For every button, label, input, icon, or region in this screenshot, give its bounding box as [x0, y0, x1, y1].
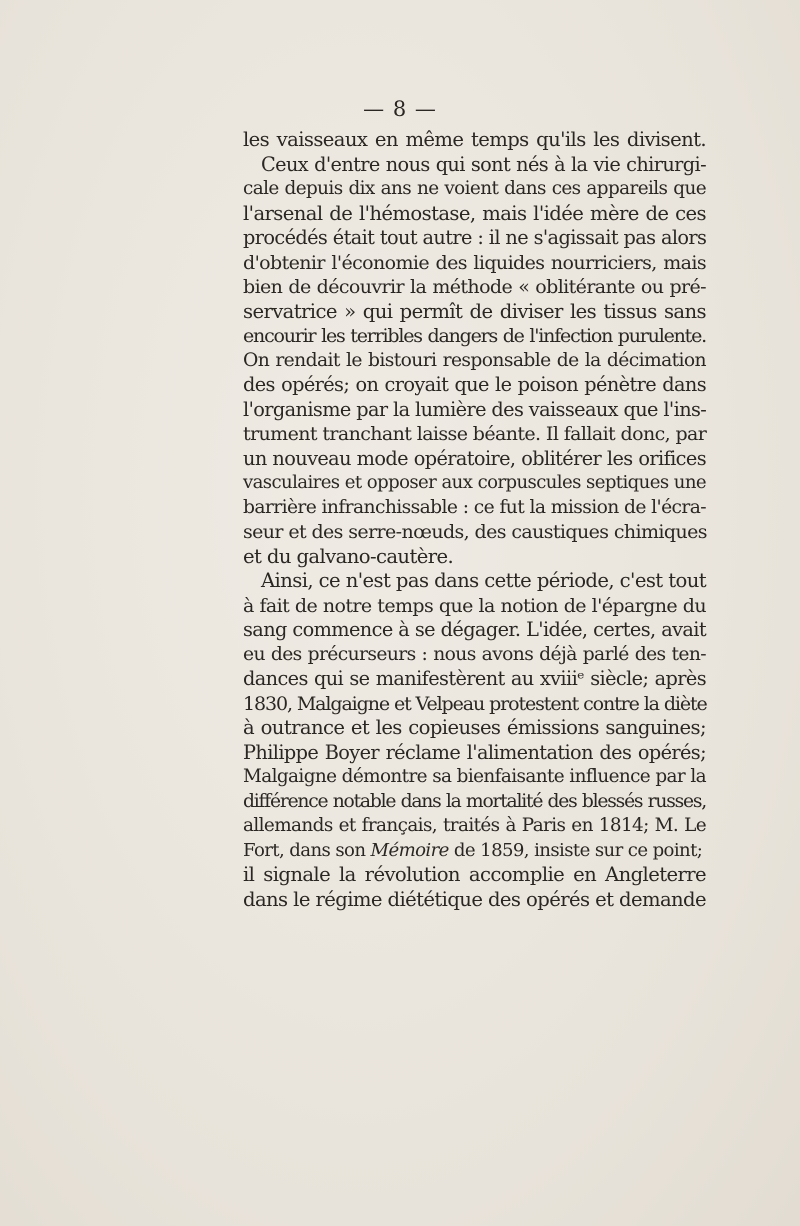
text-line: barrière infranchissable : ce fut la mission de l'écra- [243, 496, 706, 518]
text-fragment: Fort, dans son [243, 839, 366, 861]
text-line: vasculaires et opposer aux corpuscules septiques une [243, 472, 706, 493]
text-line: différence notable dans la mortalité des blessés russes, [243, 790, 706, 812]
text-line: Ainsi, ce n'est pas dans cette période, c'est tout [261, 569, 706, 592]
text-line: encourir les terribles dangers de l'infection purulente. [243, 325, 706, 347]
italic-title: Mémoire [370, 839, 449, 861]
text-line: cale depuis dix ans ne voient dans ces appareils que [243, 178, 706, 199]
text-line: dans le régime diététique des opérés et demande [243, 887, 706, 911]
text-line: l'organisme par la lumière des vaisseaux que l'ins- [243, 397, 707, 421]
text-line: des opérés; on croyait que le poison pénètre dans [243, 373, 706, 396]
text-line [243, 839, 706, 864]
text-line: allemands et français, traités à Paris en 1814; M. Le [243, 815, 706, 836]
text-line: sang commence à se dégager. L'idée, certes, avait [243, 618, 706, 641]
text-line: dances qui se manifestèrent au xviiiᵉ siècle; après [243, 667, 706, 690]
text-fragment: de 1859, insiste sur ce point; [453, 839, 703, 861]
page-number: — 8 — [363, 97, 437, 121]
text-line: à fait de notre temps que la notion de l'épargne du [243, 594, 706, 617]
text-line: un nouveau mode opératoire, oblitérer les orifices [243, 446, 706, 470]
text-line: On rendait le bistouri responsable de la décimation [243, 349, 706, 371]
body-text [243, 128, 706, 912]
text-line: eu des précurseurs : nous avons déjà parlé des ten- [243, 643, 706, 665]
text-line: d'obtenir l'économie des liquides nourriciers, mais [243, 251, 706, 274]
text-line: les vaisseaux en même temps qu'ils les divisent. [243, 128, 706, 151]
text-line: l'arsenal de l'hémostase, mais l'idée mère de ces [243, 201, 706, 225]
text-line: il signale la révolution accomplie en Angleterre [243, 863, 706, 886]
text-line: procédés était tout autre : il ne s'agissait pas alors [243, 226, 707, 249]
text-line: Malgaigne démontre sa bienfaisante influence par la [243, 766, 706, 787]
text-line: Philippe Boyer réclame l'alimentation des opérés; [243, 740, 706, 764]
text-line: et du galvano-cautère. [243, 544, 454, 568]
text-line: bien de découvrir la méthode « oblitérante ou pré- [243, 276, 706, 298]
text-line: servatrice » qui permît de diviser les tissus sans [243, 299, 706, 323]
text-line: 1830, Malgaigne et Velpeau protestent contre la diète [243, 692, 707, 715]
text-line: Ceux d'entre nous qui sont nés à la vie chirurgi- [261, 152, 706, 176]
text-line: à outrance et les copieuses émissions sanguines; [243, 716, 706, 739]
text-line: seur et des serre-nœuds, des caustiques chimiques [243, 521, 707, 543]
text-line: trument tranchant laisse béante. Il fallait donc, par [243, 423, 707, 445]
